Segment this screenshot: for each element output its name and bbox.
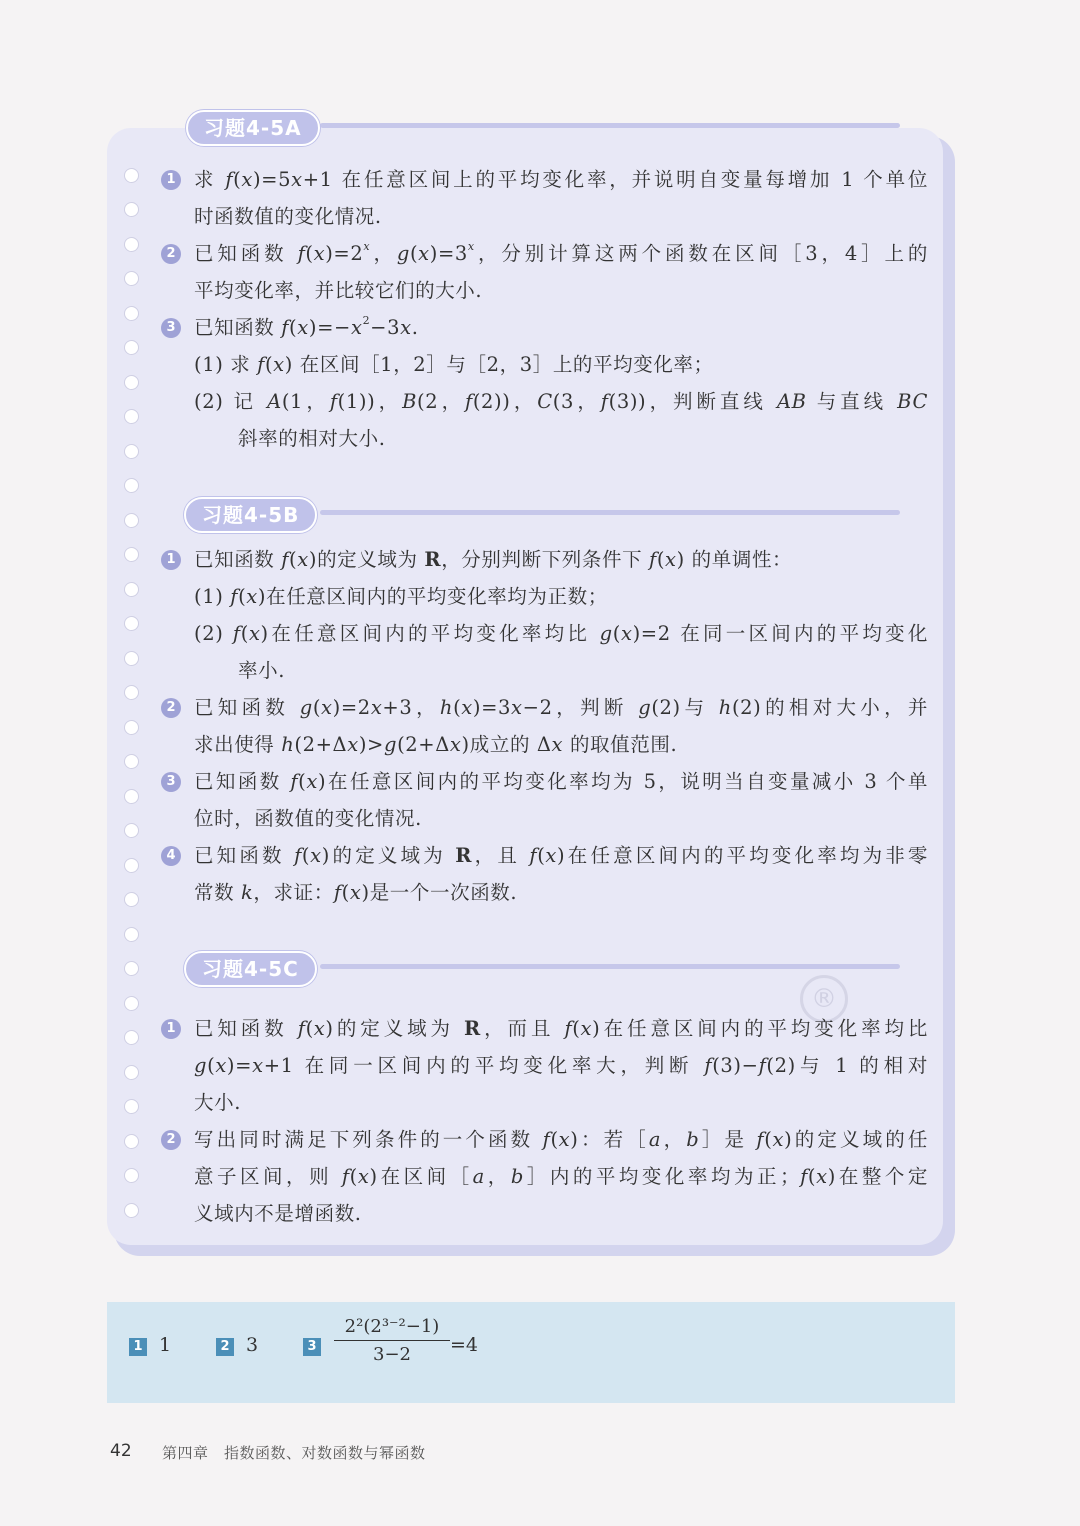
problem-b3-line1: 已知函数 f(x)在任意区间内的平均变化率均为 5，说明当自变量减小 3 个单 [194,770,928,793]
binder-hole [124,444,139,459]
problem-b1-part2: (2) f(x)在任意区间内的平均变化率均比 g(x)=2 在同一区间内的平均变化 [194,622,928,645]
section-a-tag: 习题4-5A [186,110,320,146]
binder-hole [124,582,139,597]
problem-b1-line1: 已知函数 f(x)的定义域为 R，分别判断下列条件下 f(x) 的单调性： [194,548,793,571]
problem-c1-number: 1 [161,1019,181,1039]
binder-hole [124,789,139,804]
problem-c2-number: 2 [161,1130,181,1150]
problem-a1-line1: 求 f(x)=5x+1 在任意区间上的平均变化率，并说明自变量每增加 1 个单位 [194,168,928,191]
problem-a3-part2: (2) 记 A(1，f(1))，B(2，f(2))，C(3，f(3))，判断直线 AB 与直线 BC [194,390,928,413]
problem-a2-line1: 已知函数 $f(x)=2^x$，$g(x)=3^x$，分别计算这两个函数在区间［3，4］上的 [194,239,928,265]
binder-hole [124,651,139,666]
binder-hole [124,1203,139,1218]
answer-3-denominator: 3−2 [373,1344,411,1365]
binder-hole [124,616,139,631]
answer-2-badge: 2 [216,1338,234,1356]
binder-hole [124,858,139,873]
binder-hole [124,340,139,355]
answer-3-fraction [334,1316,450,1365]
problem-c2-line2: 意子区间，则 f(x)在区间［a，b］内的平均变化率均为正；f(x)在整个定 [194,1165,929,1188]
problem-a1-line2: 时函数值的变化情况. [194,205,382,228]
answers-bar [107,1302,955,1403]
problem-b1-part1: (1) f(x)在任意区间内的平均变化率均为正数； [194,585,608,608]
binder-hole [124,1168,139,1183]
binder-hole [124,1099,139,1114]
problem-b2-line2: 求出使得 h(2+Δx)>g(2+Δx)成立的 Δx 的取值范围. [194,733,678,756]
section-c-tag: 习题4-5C [184,951,317,987]
problem-a3-part1: (1) 求 f(x) 在区间［1，2］与［2，3］上的平均变化率； [194,353,714,376]
binder-hole [124,271,139,286]
binder-hole [124,996,139,1011]
problem-b4-line1: 已知函数 f(x)的定义域为 R，且 f(x)在任意区间内的平均变化率均为非零 [194,844,929,867]
registered-mark-icon: ® [800,975,848,1023]
binder-hole [124,892,139,907]
page-number: 42 [110,1441,132,1461]
answer-3-numerator: 2²(2³⁻²−1) [334,1316,450,1341]
problem-b2-number: 2 [161,698,181,718]
binder-hole [124,237,139,252]
problem-a1-number: 1 [161,170,181,190]
problem-b1-number: 1 [161,550,181,570]
binder-hole [124,927,139,942]
problem-b3-number: 3 [161,772,181,792]
section-a-rule [320,123,900,128]
binder-hole [124,1134,139,1149]
problem-b4-line2: 常数 k，求证：f(x)是一个一次函数. [194,881,518,904]
problem-a2-number: 2 [161,244,181,264]
problem-b3-line2: 位时，函数值的变化情况. [194,807,422,830]
binder-hole [124,961,139,976]
binder-hole [124,1065,139,1080]
problem-c1-line3: 大小. [194,1091,241,1114]
binder-hole [124,547,139,562]
answer-3-badge: 3 [303,1338,321,1356]
problem-c1-line1: 已知函数 f(x)的定义域为 R，而且 f(x)在任意区间内的平均变化率均比 [194,1017,928,1040]
binder-hole [124,168,139,183]
section-c-rule [320,964,900,969]
binder-hole [124,306,139,321]
problem-a3-number: 3 [161,318,181,338]
binder-hole [124,513,139,528]
binder-hole [124,202,139,217]
answer-1-badge: 1 [129,1338,147,1356]
section-b-rule [320,510,900,515]
answer-1-value: 1 [159,1334,172,1356]
problem-a3-part2-cont: 斜率的相对大小. [238,427,386,450]
problem-a3-line1: 已知函数 $f(x)=-x^2-3x$. [194,313,419,339]
binder-hole [124,409,139,424]
problem-a2-line2: 平均变化率，并比较它们的大小. [194,279,483,302]
problem-b2-line1: 已知函数 g(x)=2x+3，h(x)=3x−2，判断 g(2)与 h(2)的相对大小，并 [194,696,929,719]
answer-3-result: =4 [450,1334,479,1356]
problem-c1-line2: g(x)=x+1 在同一区间内的平均变化率大，判断 f(3)−f(2)与 1 的相对 [194,1054,928,1077]
problem-b1-part2-cont: 率小. [238,659,285,682]
section-b-tag: 习题4-5B [184,497,317,533]
problem-b4-number: 4 [161,846,181,866]
chapter-title: 第四章 指数函数、对数函数与幂函数 [162,1444,426,1462]
problem-c2-line1: 写出同时满足下列条件的一个函数 f(x)：若［a，b］是 f(x)的定义域的任 [194,1128,928,1151]
binder-hole [124,720,139,735]
binder-hole [124,685,139,700]
binder-hole [124,754,139,769]
binder-hole [124,823,139,838]
binder-hole [124,375,139,390]
problem-c2-line3: 义域内不是增函数. [194,1202,362,1225]
binder-hole [124,478,139,493]
answer-2-value: 3 [246,1334,259,1356]
binder-hole [124,1030,139,1045]
